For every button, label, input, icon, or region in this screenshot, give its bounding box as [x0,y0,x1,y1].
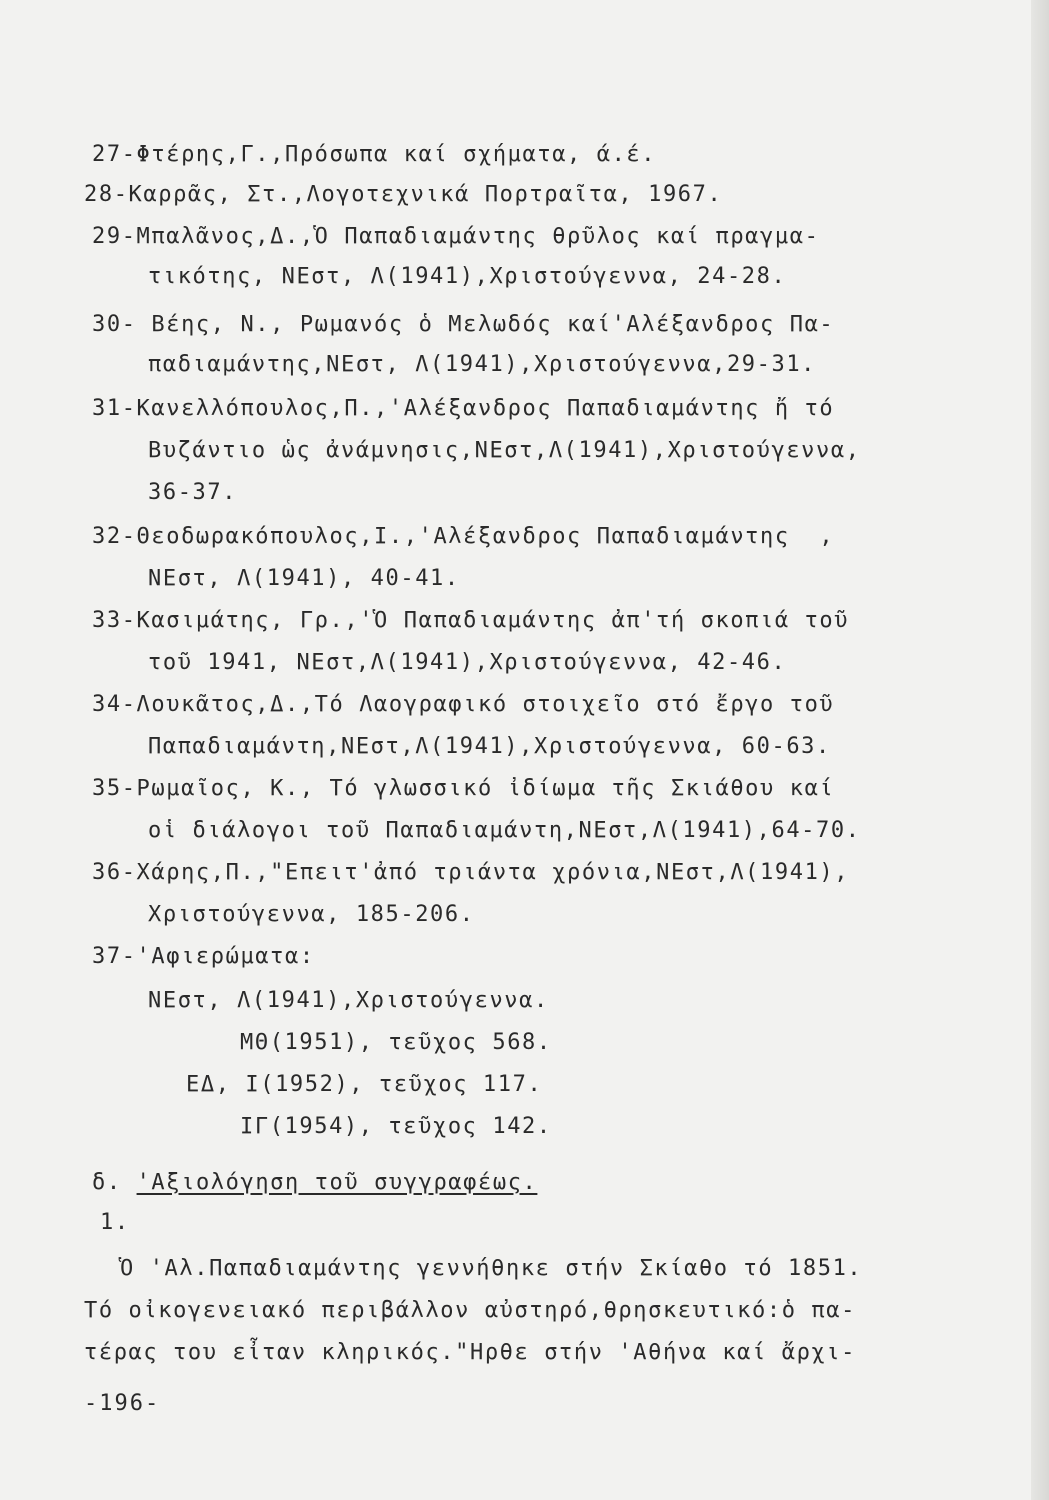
bibliography-entry-31-continued-2: 36-37. [148,480,238,505]
section-heading [92,1168,537,1198]
bibliography-entry-27: 27-Φτέρης,Γ.,Πρόσωπα καί σχήματα, ά.έ. [92,142,657,167]
section-number: 1. [100,1210,130,1235]
bibliography-entry-29: 29-Μπαλᾶνος,Δ.,Ὁ Παπαδιαμάντης θρῦλος καί πραγμα- [92,224,820,249]
body-paragraph-line: τέρας του εἶταν κληρικός."Ηρθε στήν 'Αθήνα καί ἄρχι- [84,1340,856,1365]
tribute-item: ΝΕστ, Λ(1941),Χριστούγεννα. [148,988,549,1013]
page-number: -196- [84,1391,161,1416]
tributes-heading: 37-'Αφιερώματα: [92,944,315,969]
bibliography-entry-33-continued: τοῦ 1941, ΝΕστ,Λ(1941),Χριστούγεννα, 42-46. [148,650,787,675]
section-label: δ. [92,1170,122,1195]
bibliography-entry-36: 36-Χάρης,Π.,"Επειτ'ἀπό τριάντα χρόνια,ΝΕστ,Λ(1941), [92,860,850,885]
bibliography-entry-34: 34-Λουκᾶτος,Δ.,Τό Λαογραφικό στοιχεῖο στό ἔργο τοῦ [92,692,835,717]
bibliography-entry-30: 30- Βέης, Ν., Ρωμανός ὁ Μελωδός καί'Αλέξανδρος Πα- [92,312,835,337]
bibliography-entry-30-continued: παδιαμάντης,ΝΕστ, Λ(1941),Χριστούγεννα,29-31. [148,352,817,377]
bibliography-entry-33: 33-Κασιμάτης, Γρ.,'Ὁ Παπαδιαμάντης ἀπ'τή σκοπιά τοῦ [92,608,850,633]
bibliography-entry-31: 31-Κανελλόπουλος,Π.,'Αλέξανδρος Παπαδιαμάντης ἤ τό [92,396,835,421]
bibliography-entry-34-continued: Παπαδιαμάντη,ΝΕστ,Λ(1941),Χριστούγεννα, 60-63. [148,734,831,759]
page-edge-shadow [1031,0,1049,1500]
bibliography-entry-35: 35-Ρωμαῖος, Κ., Τό γλωσσικό ἰδίωμα τῆς Σκιάθου καί [92,776,835,801]
tribute-item: ΙΓ(1954), τεῦχος 142. [240,1114,552,1139]
bibliography-entry-28: 28-Καρρᾶς, Στ.,Λογοτεχνικά Πορτραῖτα, 1967. [84,182,723,207]
bibliography-entry-29-continued: τικότης, ΝΕστ, Λ(1941),Χριστούγεννα, 24-28. [148,264,787,289]
body-paragraph-line: Τό οἰκογενειακό περιβάλλον αὐστηρό,θρησκευτικό:ὁ πα- [84,1298,856,1323]
bibliography-entry-36-continued: Χριστούγεννα, 185-206. [148,902,475,927]
bibliography-entry-32: 32-Θεοδωρακόπουλος,Ι.,'Αλέξανδρος Παπαδιαμάντης , [92,524,835,549]
body-paragraph-line: Ὁ 'Αλ.Παπαδιαμάντης γεννήθηκε στήν Σκίαθο τό 1851. [120,1256,863,1281]
bibliography-entry-32-continued: ΝΕστ, Λ(1941), 40-41. [148,566,460,591]
tribute-item: ΕΔ, Ι(1952), τεῦχος 117. [186,1072,543,1097]
bibliography-entry-31-continued: Βυζάντιο ὡς ἀνάμνησις,ΝΕστ,Λ(1941),Χριστούγεννα, [148,438,861,463]
section-title: 'Αξιολόγηση τοῦ συγγραφέως. [136,1170,538,1195]
bibliography-entry-35-continued: οἱ διάλογοι τοῦ Παπαδιαμάντη,ΝΕστ,Λ(1941),64-70. [148,818,861,843]
tribute-item: ΜΘ(1951), τεῦχος 568. [240,1030,552,1055]
